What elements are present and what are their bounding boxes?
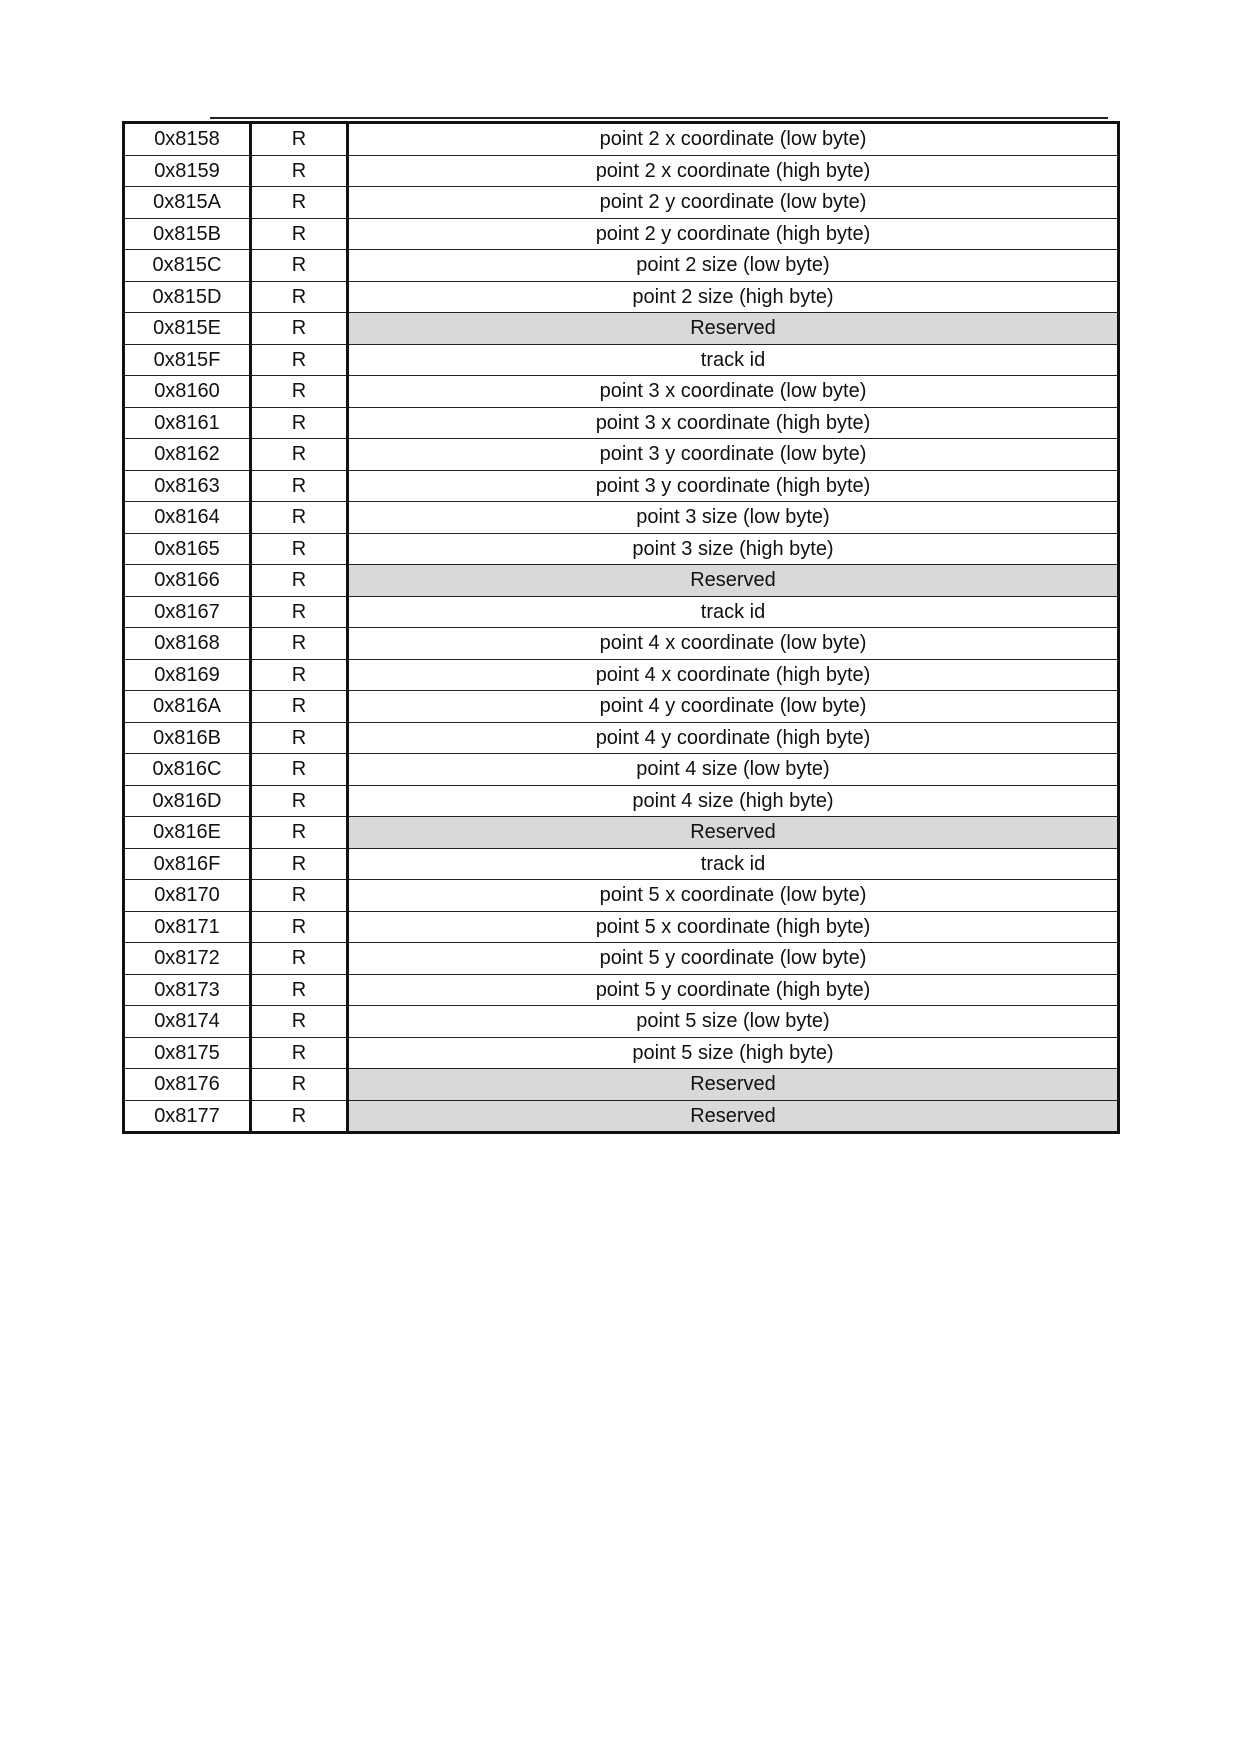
table-row [124, 533, 1119, 565]
register-access: R [251, 722, 348, 754]
register-access: R [251, 596, 348, 628]
register-access: R [251, 313, 348, 345]
register-description: point 5 size (low byte) [348, 1006, 1119, 1038]
register-address: 0x8172 [124, 943, 251, 975]
table-row [124, 754, 1119, 786]
register-access: R [251, 628, 348, 660]
table-row [124, 722, 1119, 754]
table-row [124, 313, 1119, 345]
register-address: 0x8164 [124, 502, 251, 534]
table-row [124, 281, 1119, 313]
register-description: point 3 x coordinate (low byte) [348, 376, 1119, 408]
register-description: point 5 size (high byte) [348, 1037, 1119, 1069]
table-row [124, 407, 1119, 439]
register-description: point 4 x coordinate (low byte) [348, 628, 1119, 660]
register-description: point 5 x coordinate (high byte) [348, 911, 1119, 943]
register-access: R [251, 817, 348, 849]
register-description: point 3 y coordinate (high byte) [348, 470, 1119, 502]
table-row [124, 1006, 1119, 1038]
table-row [124, 250, 1119, 282]
register-access: R [251, 1100, 348, 1133]
register-address: 0x815F [124, 344, 251, 376]
table-row [124, 659, 1119, 691]
table-row [124, 880, 1119, 912]
register-address: 0x815D [124, 281, 251, 313]
register-description: point 2 size (low byte) [348, 250, 1119, 282]
register-access: R [251, 439, 348, 471]
register-address: 0x8160 [124, 376, 251, 408]
register-access: R [251, 911, 348, 943]
register-description: point 3 size (low byte) [348, 502, 1119, 534]
register-address: 0x8162 [124, 439, 251, 471]
table-row [124, 911, 1119, 943]
register-address: 0x8171 [124, 911, 251, 943]
register-description: point 3 size (high byte) [348, 533, 1119, 565]
register-access: R [251, 123, 348, 156]
register-description: point 5 y coordinate (low byte) [348, 943, 1119, 975]
register-access: R [251, 218, 348, 250]
table-row [124, 187, 1119, 219]
register-access: R [251, 1037, 348, 1069]
register-access: R [251, 1069, 348, 1101]
table-row [124, 817, 1119, 849]
register-description: point 2 y coordinate (low byte) [348, 187, 1119, 219]
register-description: point 2 x coordinate (high byte) [348, 155, 1119, 187]
register-address: 0x8165 [124, 533, 251, 565]
table-row [124, 596, 1119, 628]
register-description: point 2 x coordinate (low byte) [348, 123, 1119, 156]
register-address: 0x8170 [124, 880, 251, 912]
register-address: 0x816C [124, 754, 251, 786]
register-access: R [251, 974, 348, 1006]
register-access: R [251, 785, 348, 817]
register-address: 0x815A [124, 187, 251, 219]
register-address: 0x8168 [124, 628, 251, 660]
table-row [124, 376, 1119, 408]
register-address: 0x8158 [124, 123, 251, 156]
table-row [124, 218, 1119, 250]
register-description: point 4 x coordinate (high byte) [348, 659, 1119, 691]
table-row [124, 565, 1119, 597]
table-row [124, 943, 1119, 975]
table-row [124, 1069, 1119, 1101]
register-description: point 3 y coordinate (low byte) [348, 439, 1119, 471]
register-address: 0x815C [124, 250, 251, 282]
table-row [124, 848, 1119, 880]
register-access: R [251, 691, 348, 723]
register-access: R [251, 880, 348, 912]
register-address: 0x816F [124, 848, 251, 880]
register-description: point 5 x coordinate (low byte) [348, 880, 1119, 912]
register-access: R [251, 376, 348, 408]
register-address: 0x816B [124, 722, 251, 754]
register-access: R [251, 754, 348, 786]
table-row [124, 439, 1119, 471]
register-address: 0x8161 [124, 407, 251, 439]
register-description: track id [348, 596, 1119, 628]
register-access: R [251, 533, 348, 565]
table-row [124, 1100, 1119, 1133]
register-description: Reserved [348, 1100, 1119, 1133]
register-access: R [251, 502, 348, 534]
register-address: 0x8175 [124, 1037, 251, 1069]
register-address: 0x816A [124, 691, 251, 723]
register-access: R [251, 344, 348, 376]
register-table [122, 121, 1120, 1134]
register-description: point 4 size (high byte) [348, 785, 1119, 817]
register-description: track id [348, 344, 1119, 376]
top-rule [210, 117, 1108, 119]
register-description: point 4 y coordinate (low byte) [348, 691, 1119, 723]
register-rows [124, 123, 1119, 1133]
register-address: 0x816E [124, 817, 251, 849]
register-access: R [251, 848, 348, 880]
register-access: R [251, 155, 348, 187]
register-description: point 4 y coordinate (high byte) [348, 722, 1119, 754]
register-access: R [251, 1006, 348, 1038]
register-description: point 3 x coordinate (high byte) [348, 407, 1119, 439]
register-description: point 4 size (low byte) [348, 754, 1119, 786]
register-address: 0x815E [124, 313, 251, 345]
table-row [124, 1037, 1119, 1069]
table-row [124, 344, 1119, 376]
register-access: R [251, 250, 348, 282]
register-address: 0x8177 [124, 1100, 251, 1133]
register-description: track id [348, 848, 1119, 880]
register-access: R [251, 659, 348, 691]
register-description: point 5 y coordinate (high byte) [348, 974, 1119, 1006]
register-address: 0x8176 [124, 1069, 251, 1101]
register-description: Reserved [348, 313, 1119, 345]
register-address: 0x816D [124, 785, 251, 817]
table-row [124, 691, 1119, 723]
table-row [124, 502, 1119, 534]
register-access: R [251, 565, 348, 597]
register-access: R [251, 187, 348, 219]
table-row [124, 974, 1119, 1006]
register-access: R [251, 943, 348, 975]
register-address: 0x8174 [124, 1006, 251, 1038]
register-address: 0x8173 [124, 974, 251, 1006]
register-access: R [251, 281, 348, 313]
register-address: 0x8169 [124, 659, 251, 691]
register-access: R [251, 470, 348, 502]
table-row [124, 628, 1119, 660]
table-row [124, 470, 1119, 502]
register-description: Reserved [348, 565, 1119, 597]
register-description: Reserved [348, 817, 1119, 849]
table-row [124, 123, 1119, 156]
register-description: point 2 size (high byte) [348, 281, 1119, 313]
register-address: 0x8159 [124, 155, 251, 187]
register-access: R [251, 407, 348, 439]
table-row [124, 785, 1119, 817]
register-address: 0x8166 [124, 565, 251, 597]
register-address: 0x8167 [124, 596, 251, 628]
table-row [124, 155, 1119, 187]
register-description: Reserved [348, 1069, 1119, 1101]
register-address: 0x8163 [124, 470, 251, 502]
register-description: point 2 y coordinate (high byte) [348, 218, 1119, 250]
register-address: 0x815B [124, 218, 251, 250]
